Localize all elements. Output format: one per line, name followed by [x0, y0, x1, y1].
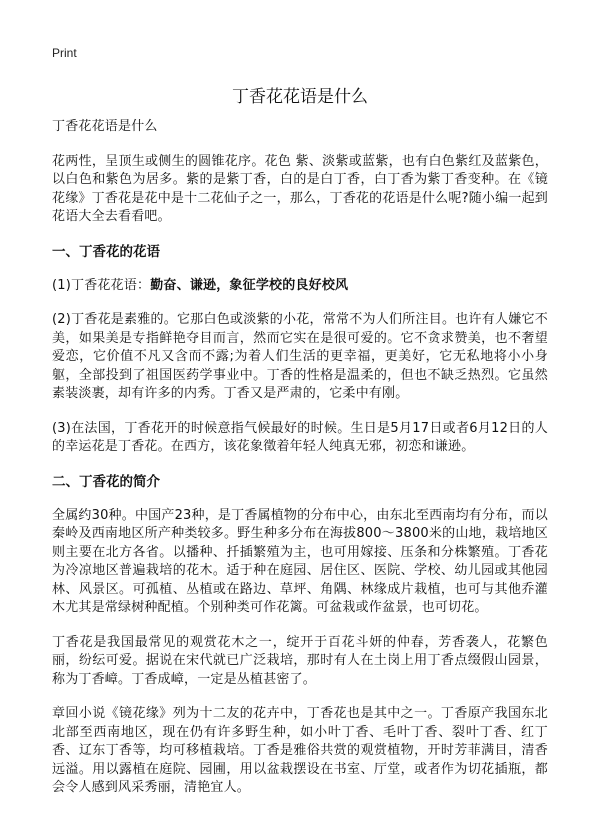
section-heading-flower-language: 一、丁香花的花语 — [52, 243, 160, 260]
flower-language-meaning: 勤奋、谦逊，象征学校的良好校风 — [150, 277, 349, 293]
page-title: 丁香花花语是什么 — [232, 87, 368, 107]
intro-paragraph: 花两性，呈顶生或侧生的圆锥花序。花色 紫、淡紫或蓝紫，也有白色紫红及蓝紫色，以白色和紫色为居多。紫的是紫丁香，白的是白丁香，白丁香为紫丁香变种。在《镜花缘》丁香花是花中是十二花仙子之一，那么，丁香花的花语是什么呢?随小编一起到花语大全去看看吧。 — [52, 153, 548, 224]
introduction-paragraph-3: 章回小说《镜花缘》列为十二友的花卉中，丁香花也是其中之一。丁香原产我国东北北部至西南地区，现在仍有许多野生种，如小叶丁香、毛叶丁香、裂叶丁香、红丁香、辽东丁香等，均可移植栽培。丁香是雅俗共赏的观赏植物，开时芳菲满目，清香远溢。用以露植在庭院、园圃，用以盆栽摆设在书室、厅堂，或者作为切花插瓶，都会令人感到风采秀丽，清艳宜人。 — [52, 706, 548, 795]
introduction-paragraph-1: 全属约30种。中国产23种，是丁香属植物的分布中心，由东北至西南均有分布，而以秦岭及西南地区所产种类较多。野生种多分布在海拔800～3800米的山地，栽培地区则主要在北方各省。以播种、扦插繁殖为主，也可用嫁接、压条和分株繁殖。丁香花为冷凉地区普遍栽培的花木。适于种在庭园、居住区、医院、学校、幼儿园或其他园林、风景区。可孤植、丛植或在路边、草坪、角隅、林缘成片栽植，也可与其他乔灌木尤其是常绿树种配植。个别种类可作花篱。可盆栽或作盆景，也可切花。 — [52, 507, 548, 615]
flower-language-paragraph-1 — [52, 277, 548, 296]
article-subtitle: 丁香花花语是什么 — [52, 119, 158, 134]
flower-language-paragraph-3: (3)在法国，丁香花开的时候意指气候最好的时候。生日是5月17日或者6月12日的人的幸运花是丁香花。在西方，该花象徵着年轻人纯真无邪，初恋和谦逊。 — [52, 420, 548, 454]
introduction-paragraph-2: 丁香花是我国最常见的观赏花木之一，绽开于百花斗妍的仲春，芳香袭人，花繁色丽，纷纭可爱。据说在宋代就已广泛栽培，那时有人在土岗上用丁香点缀假山园景，称为丁香嶂。丁香成嶂，一定是丛植甚密了。 — [52, 634, 548, 687]
section-heading-introduction: 二、丁香花的简介 — [52, 473, 160, 490]
flower-language-paragraph-2: (2)丁香花是素雅的。它那白色或淡紫的小花，常常不为人们所注目。也许有人嫌它不美，如果美是专指鲜艳夺目而言，然而它实在是很可爱的。它不贪求赞美，也不奢望爱恋，它价值不凡又含而不露;为着人们生活的更幸福，更美好，它无私地将小小身躯，全部投到了祖国医药学事业中。丁香的性格是温柔的，但也不缺乏热烈。它虽然素装淡裹，却有许多的内秀。丁香又是严肃的，它柔中有刚。 — [52, 312, 548, 401]
flower-language-prefix: (1)丁香花花语： — [52, 277, 151, 293]
article-body — [52, 118, 548, 814]
print-link[interactable]: Print — [52, 46, 77, 60]
